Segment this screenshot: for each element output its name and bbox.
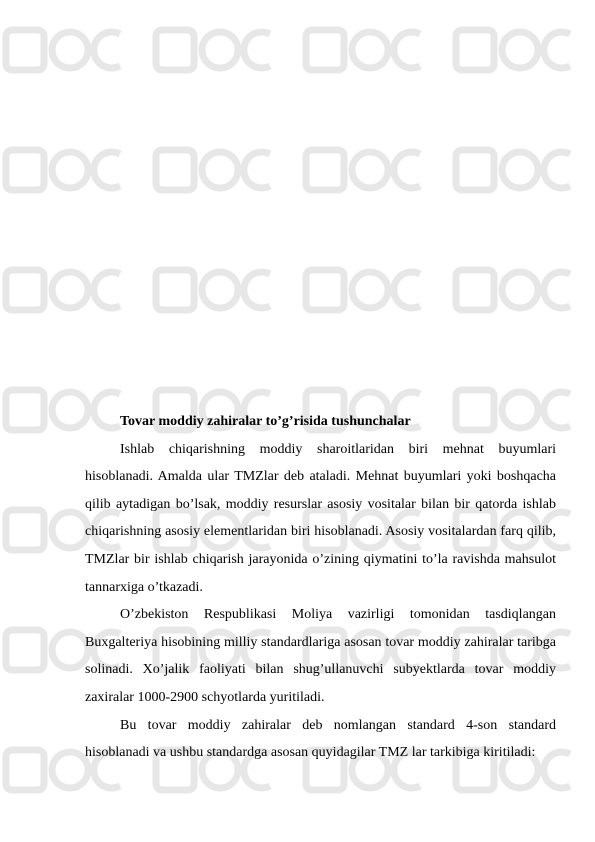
paragraph: O’zbekiston Respublikasi Moliya vazirligi tomonidan tasdiqlangan Buxgalteriya hisobining milliy standardlariga asosan tovar moddiy zahiralar taribga solinadi. Xo’jalik faoliyati bilan shug’ullanuvchi subyektlarda tovar moddiy zaxiralar 1000-2900 schyotlarda yuritiladi. — [85, 607, 556, 705]
docx-watermark-icon — [150, 140, 300, 200]
document-body — [85, 408, 556, 767]
docx-watermark-icon — [450, 140, 595, 200]
docx-watermark-icon — [0, 140, 150, 200]
paragraph: Bu tovar moddiy zahiralar deb nomlangan standard 4-son standard hisoblanadi va ushbu standardga asosan quyidagilar TMZ lar tarkibiga kiritiladi: — [85, 717, 556, 761]
section-heading: Tovar moddiy zahiralar to’g’risida tushunchalar — [120, 414, 411, 429]
paragraph: Ishlab chiqarishning moddiy sharoitlaridan biri mehnat buyumlari hisoblanadi. Amalda ular TMZlar deb ataladi. Mehnat buyumlari yoki boshqacha qilib aytadigan bo’lsak, moddiy resurslar asosiy vositalar bilan bir qatorda ishlab chiqarishning asosiy elementlaridan biri hisoblanadi. Asosiy vositalardan farq qilib, TMZlar bir ishlab chiqarish jarayonida o’zining qiymatini to’la ravishda mahsulot tannarxiga o’tkazadi. — [85, 441, 556, 595]
docx-watermark-icon — [150, 20, 300, 80]
docx-watermark-icon — [450, 260, 595, 320]
docx-watermark-icon — [0, 260, 150, 320]
docx-watermark-icon — [150, 260, 300, 320]
docx-watermark-icon — [0, 20, 150, 80]
docx-watermark-icon — [300, 20, 450, 80]
docx-watermark-icon — [300, 140, 450, 200]
docx-watermark-icon — [450, 20, 595, 80]
docx-watermark-icon — [300, 260, 450, 320]
